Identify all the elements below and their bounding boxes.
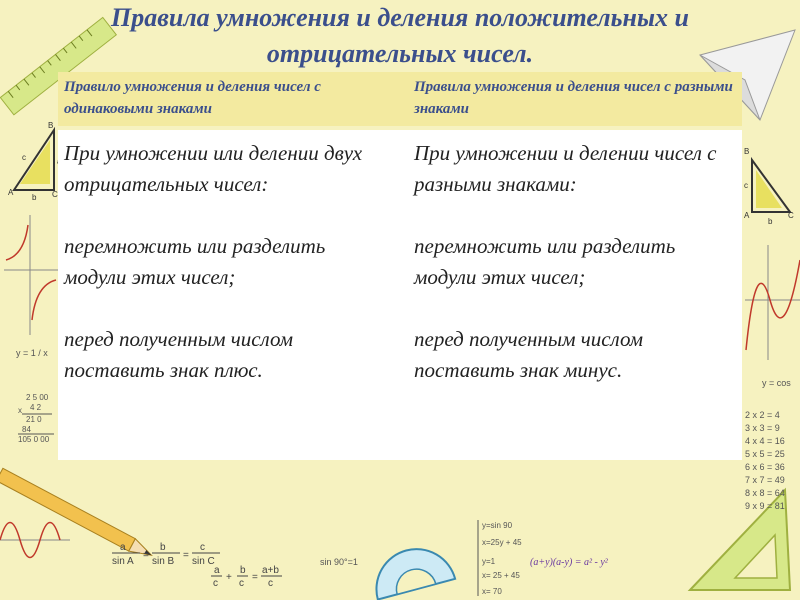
- svg-text:=: =: [183, 550, 189, 561]
- svg-text:2 x 2 = 4: 2 x 2 = 4: [745, 410, 780, 420]
- right-triangle-icon-left: [8, 121, 62, 202]
- svg-text:4 2: 4 2: [30, 403, 42, 412]
- svg-text:x=25y + 45: x=25y + 45: [482, 538, 522, 547]
- cosine-graph-icon: [745, 245, 800, 388]
- identity-formula: (a+y)(a-y) = a² - y²: [530, 557, 608, 568]
- svg-text:b: b: [160, 542, 166, 553]
- right-rule-paragraph: перемножить или разделить модули этих чисел;: [414, 234, 676, 289]
- svg-text:B: B: [744, 147, 750, 156]
- left-rule-paragraph: При умножении или делении двух отрицательных чисел:: [64, 141, 363, 196]
- slide-title: Правила умножения и деления положительных и отрицательных чисел.: [111, 3, 689, 68]
- pencil-icon: [0, 468, 155, 561]
- svg-text:b: b: [240, 565, 246, 576]
- right-column-heading: Правила умножения и деления чисел с разными знаками: [414, 79, 733, 117]
- svg-text:=: =: [252, 572, 258, 583]
- svg-text:7 x 7 = 49: 7 x 7 = 49: [745, 475, 785, 485]
- svg-text:x= 25 + 45: x= 25 + 45: [482, 571, 520, 580]
- svg-text:84: 84: [22, 425, 31, 434]
- svg-text:a+b: a+b: [262, 565, 279, 576]
- right-column-body: [414, 138, 734, 386]
- svg-text:+: +: [226, 572, 232, 583]
- triangle-label: B: [48, 121, 54, 130]
- svg-text:c: c: [200, 542, 205, 553]
- hyperbola-graph-icon: [4, 215, 58, 358]
- svg-text:105 0 00: 105 0 00: [18, 435, 50, 444]
- left-rule-paragraph: перед полученным числом поставить знак плюс.: [64, 327, 294, 382]
- svg-text:sin C: sin C: [192, 556, 215, 567]
- svg-text:y=sin 90: y=sin 90: [482, 521, 513, 530]
- svg-text:a: a: [120, 542, 126, 553]
- right-rule-paragraph: При умножении и делении чисел с разными знаками:: [414, 141, 717, 196]
- svg-text:4 x 4 = 16: 4 x 4 = 16: [745, 436, 785, 446]
- sin-label: sin 90°=1: [320, 557, 358, 567]
- svg-text:2 5 00: 2 5 00: [26, 393, 49, 402]
- svg-text:sin B: sin B: [152, 556, 175, 567]
- triangle-label: C: [52, 190, 58, 199]
- svg-text:c: c: [213, 578, 218, 589]
- right-triangle-icon-right: [744, 147, 794, 226]
- triangle-label: b: [32, 193, 37, 202]
- equation-block-icon: [478, 520, 522, 596]
- column-multiplication-icon: [18, 393, 54, 444]
- svg-text:x= 70: x= 70: [482, 587, 502, 596]
- svg-text:21 0: 21 0: [26, 415, 42, 424]
- svg-text:3 x 3 = 9: 3 x 3 = 9: [745, 423, 780, 433]
- sine-graph-icon-left: [0, 523, 70, 558]
- right-rule-paragraph: перед полученным числом поставить знак минус.: [414, 327, 644, 382]
- svg-text:x: x: [18, 406, 22, 415]
- svg-text:6 x 6 = 36: 6 x 6 = 36: [745, 462, 785, 472]
- svg-text:5 x 5 = 25: 5 x 5 = 25: [745, 449, 785, 459]
- multiplication-table-icon: [745, 410, 785, 511]
- triangle-label: A: [8, 188, 14, 197]
- protractor-icon: [367, 540, 455, 599]
- svg-text:b: b: [768, 217, 773, 226]
- svg-text:y=1: y=1: [482, 557, 496, 566]
- svg-text:C: C: [788, 211, 794, 220]
- triangle-label: c: [22, 153, 26, 162]
- left-column-body: [64, 138, 384, 386]
- graph-label: y = cos: [762, 378, 791, 388]
- svg-text:c: c: [239, 578, 244, 589]
- fraction-formula-icon: [211, 565, 282, 589]
- left-rule-paragraph: перемножить или разделить модули этих чисел;: [64, 234, 326, 289]
- svg-text:a: a: [214, 565, 220, 576]
- svg-text:sin A: sin A: [112, 556, 134, 567]
- svg-text:8 x 8 = 64: 8 x 8 = 64: [745, 488, 785, 498]
- svg-text:c: c: [744, 181, 748, 190]
- svg-text:9 x 9 = 81: 9 x 9 = 81: [745, 501, 785, 511]
- svg-text:=: =: [143, 550, 149, 561]
- graph-label: y = 1 / x: [16, 348, 48, 358]
- svg-text:A: A: [744, 211, 750, 220]
- left-column-heading: Правило умножения и деления чисел с одинаковыми знаками: [64, 79, 321, 117]
- svg-text:c: c: [268, 578, 273, 589]
